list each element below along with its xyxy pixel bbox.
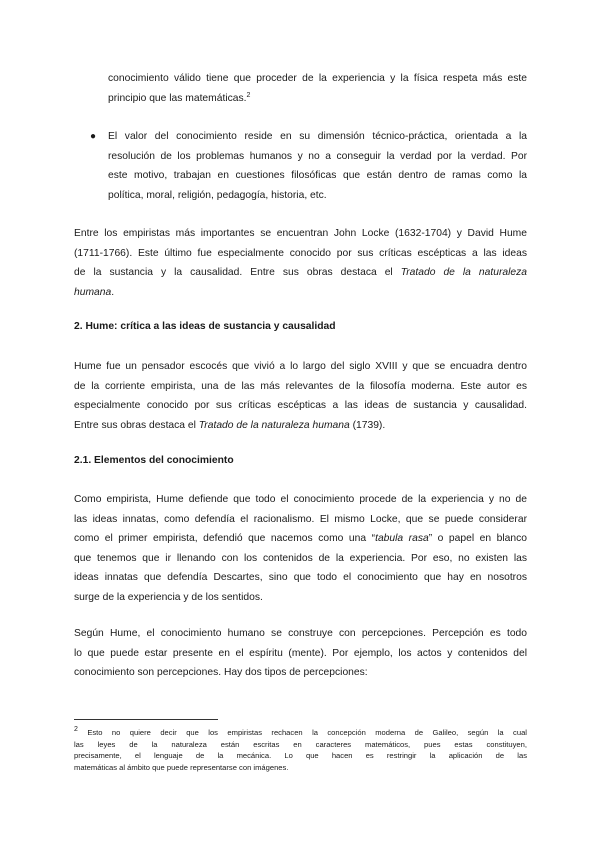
text-line [74,263,527,283]
text-line: especialmente conocido por sus críticas escépticas a las ideas de sustancia y causalidad. [74,400,527,412]
text-line: El valor del conocimiento reside en su dimensión técnico-práctica, orientada a la [108,131,527,142]
paragraph-hume [74,357,527,435]
text-segment: de la sustancia y la causalidad. Entre sus obras destaca el [74,267,401,279]
text-line [74,529,527,549]
text-segment: . [111,286,115,298]
text-line: Entre los empiristas más importantes se encuentran John Locke (1632-1704) y David Hume [74,228,527,239]
text-line [74,727,527,739]
text-line: ideas innatas que defendía Descartes, sino que todo el conocimiento que hay en nosotros [74,572,527,584]
text-line: precisamente, el lenguaje de la mecánica. Lo que hacen es restringir la aplicación de las [74,751,527,761]
text-line: política, moral, religión, pedagogía, historia, etc. [108,189,327,201]
bullet-item [108,127,527,205]
book-title: Tratado de la naturaleza humana [198,419,350,431]
text-line: las leyes de la naturaleza están escritas en caracteres matemáticos, pues estas constituyen, [74,739,527,749]
section-heading-2-1: 2.1. Elementos del conocimiento [74,455,234,466]
text-line: Según Hume, el conocimiento humano se construye con percepciones. Percepción es todo [74,628,527,639]
book-title: humana [74,286,112,298]
paragraph-elementos [74,490,527,608]
text-segment: como el primer empirista, defendió que nacemos como una “ [74,533,376,545]
footnote-reference[interactable]: 2 [246,91,251,99]
text-line [74,283,527,303]
text-segment: Entre sus obras destaca el [74,419,199,431]
text-segment: (1739). [349,419,386,431]
text-line [74,416,527,436]
text-line: conocimiento válido tiene que proceder de la experiencia y la física respeta más este [108,73,527,84]
paragraph-percepciones [74,624,527,683]
intro-paragraph [108,69,527,108]
footnote-separator [74,719,218,720]
text-segment: Esto no quiere decir que los empiristas rechacen la concepción moderna de Galileo, según la cual [77,728,527,737]
paragraph-empiristas [74,224,527,302]
text-line: este motivo, trabajan en cuestiones filosóficas que están dentro de ramas como la [108,170,527,182]
text-line [108,89,527,109]
text-line: de la corriente empirista, una de las más relevantes de la filosofía moderna. Este autor es [74,380,527,392]
text-line: Hume fue un pensador escocés que vivió a lo largo del siglo XVIII y que se encuadra dentro [74,361,527,372]
latin-term: tabula rasa [375,533,429,545]
book-title: Tratado de la naturaleza [400,267,527,279]
text-line: que tenemos que ir llenando con los contenidos de la experiencia. Por eso, no existen las [74,552,527,564]
section-heading-2: 2. Hume: crítica a las ideas de sustancia y causalidad [74,321,336,332]
text-line: lo que puede estar presente en el espíritu (mente). Por ejemplo, los actos y contenidos del [74,647,527,659]
text-line: (1711-1766). Este último fue especialmente conocido por sus críticas escépticas a las ideas [74,247,527,259]
text-segment: ” o papel en blanco [428,533,527,545]
bullet-marker: ● [90,131,97,142]
text-line: Como empirista, Hume defiende que todo el conocimiento procede de la experiencia y no de [74,494,527,505]
text-line: resolución de los problemas humanos y no a conseguir la verdad por la verdad. Por [108,150,527,162]
footnote-number: 2 [74,726,78,733]
text-segment: principio que las matemáticas. [108,92,247,104]
footnote [74,727,527,773]
text-line: matemáticas al ámbito que puede representarse con imágenes. [74,762,289,772]
text-line: conocimiento son percepciones. Hay dos tipos de percepciones: [74,667,368,679]
text-line: las ideas innatas, como defendía el racionalismo. El mismo Locke, que se puede considerar [74,513,527,525]
text-line: surge de la experiencia y de los sentidos. [74,591,263,603]
